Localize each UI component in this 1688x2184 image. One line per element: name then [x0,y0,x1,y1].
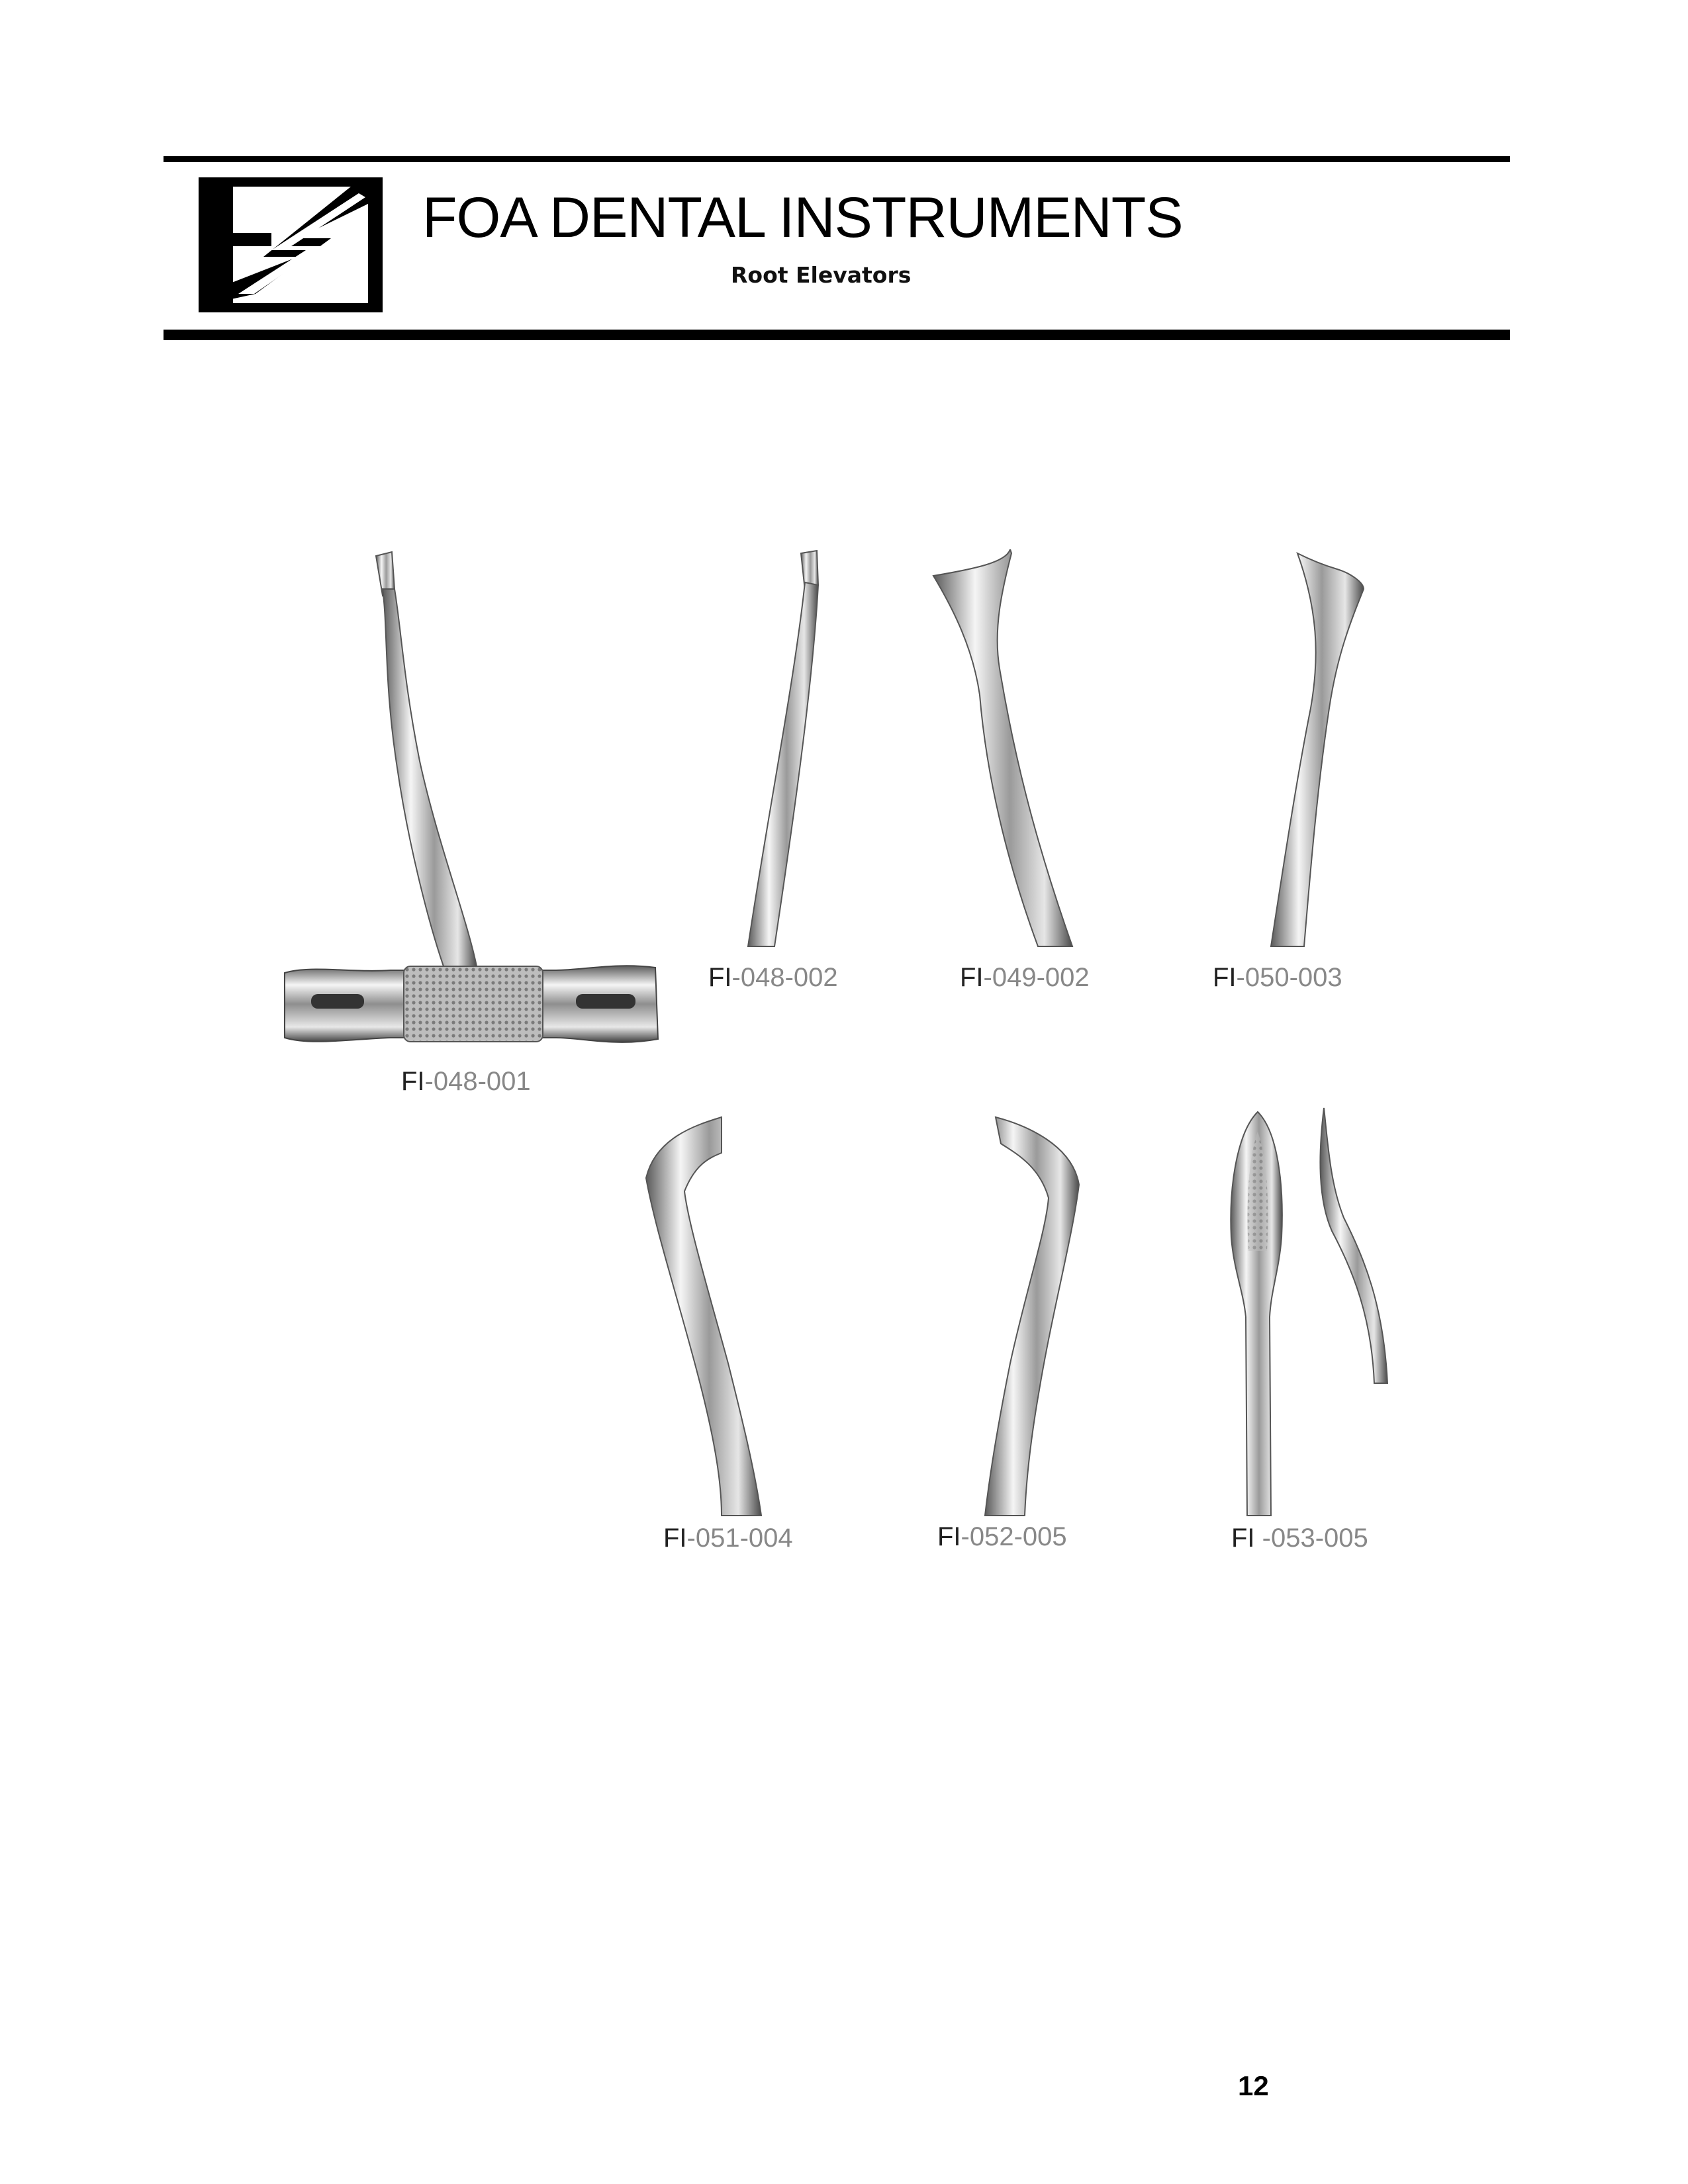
header-bottom-rule [164,330,1510,340]
header-top-rule [164,156,1510,162]
item-code: FI-048-002 [708,963,838,992]
curved-root-elevator-left-icon [629,1112,794,1522]
item-code: FI-050-003 [1213,963,1342,992]
flared-root-elevator-left-icon [927,549,1125,953]
item-code: FI-049-002 [960,963,1090,992]
straight-root-elevator-icon [702,549,834,953]
item-code: FI-052-005 [937,1522,1067,1551]
section-subtitle: Root Elevators [731,262,912,288]
page-title: FOA DENTAL INSTRUMENTS [422,186,1183,250]
curved-root-elevator-right-icon [940,1112,1105,1522]
t-bar-root-elevator-icon [271,549,669,1052]
page-number: 12 [1238,2070,1269,2101]
item-code: FI-051-004 [663,1524,793,1553]
flared-root-elevator-right-icon [1218,549,1390,953]
item-code: FI -053-005 [1231,1524,1368,1553]
foa-logo [199,177,383,312]
item-code: FI-048-001 [401,1067,531,1096]
spear-root-elevator-icon [1218,1105,1403,1522]
